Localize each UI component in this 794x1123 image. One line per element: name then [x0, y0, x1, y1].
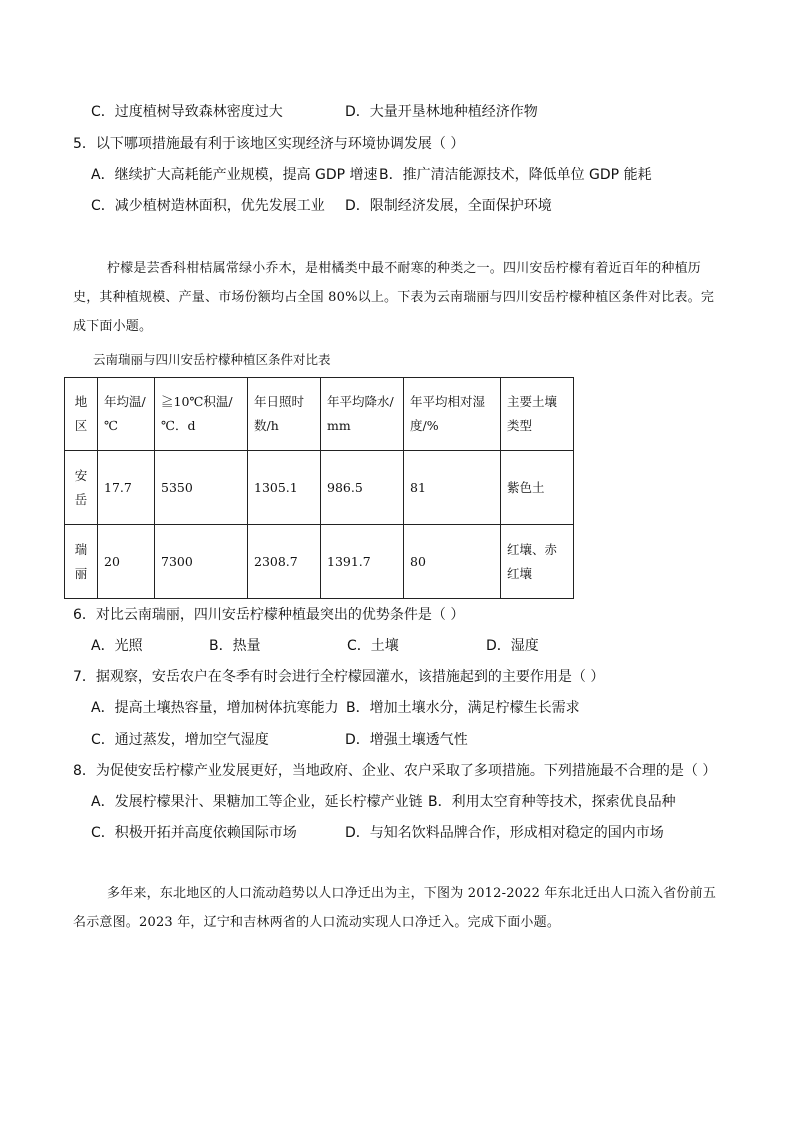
q6-option-a: A．光照 — [91, 638, 143, 654]
q5-stem: 5．以下哪项措施最有利于该地区实现经济与环境协调发展（ ） — [73, 136, 465, 152]
table-cell: 1391.7 — [321, 525, 404, 599]
table-header-cell: 年均温/℃ — [98, 378, 155, 451]
q8-option-d: D．与知名饮料品牌合作，形成相对稳定的国内市场 — [345, 825, 664, 841]
table-cell: 5350 — [155, 451, 248, 525]
q6-option-b: B．热量 — [209, 638, 261, 654]
table-cell: 986.5 — [321, 451, 404, 525]
table-header-cell: ≧10℃积温/℃．d — [155, 378, 248, 451]
q7-option-a: A．提高土壤热容量，增加树体抗寒能力 — [91, 700, 339, 716]
table-cell: 20 — [98, 525, 155, 599]
table-cell: 2308.7 — [248, 525, 321, 599]
table-cell: 瑞丽 — [65, 525, 98, 599]
table-cell: 80 — [404, 525, 501, 599]
passage-lemon: 柠檬是芸香科柑桔属常绿小乔木，是柑橘类中最不耐寒的种类之一。四川安岳柠檬有着近百年的种植历史，其种植规模、产量、市场份额均占全国 80%以上。下表为云南瑞丽与四川安岳柠檬种植区条件对比表。完成下面小题。 — [73, 261, 715, 334]
q8-option-c: C．积极开拓并高度依赖国际市场 — [91, 825, 297, 841]
q6-option-c: C．土壤 — [347, 638, 399, 654]
q7-option-b: B．增加土壤水分，满足柠檬生长需求 — [346, 700, 580, 716]
q7-stem: 7．据观察，安岳农户在冬季有时会进行全柠檬园灌水，该措施起到的主要作用是（ ） — [73, 669, 605, 685]
q7-option-d: D．增强土壤透气性 — [345, 732, 468, 748]
table-caption: 云南瑞丽与四川安岳柠檬种植区条件对比表 — [93, 352, 331, 367]
table-header-cell: 年日照时数/h — [248, 378, 321, 451]
q5-option-c: C．减少植树造林面积，优先发展工业 — [91, 198, 325, 214]
q5-option-b: B．推广清洁能源技术，降低单位 GDP 能耗 — [379, 167, 652, 183]
passage-northeast-population: 多年来，东北地区的人口流动趋势以人口净迁出为主，下图为 2012-2022 年东北迁出人口流入省份前五名示意图。2023 年，辽宁和吉林两省的人口流动实现人口净迁入。完成下面小题。 — [73, 886, 717, 930]
table-cell: 紫色土 — [501, 451, 574, 525]
comparison-table — [64, 377, 574, 599]
table-header-cell: 年平均降水/mm — [321, 378, 404, 451]
q8-option-a: A．发展柠檬果汁、果糖加工等企业，延长柠檬产业链 — [91, 794, 423, 810]
table-cell: 红壤、赤红壤 — [501, 525, 574, 599]
table-cell: 1305.1 — [248, 451, 321, 525]
table-header-cell: 年平均相对湿度/% — [404, 378, 501, 451]
table-header-row — [65, 378, 574, 451]
q5-option-a: A．继续扩大高耗能产业规模，提高 GDP 增速 — [91, 167, 378, 183]
q8-option-b: B．利用太空育种等技术，探索优良品种 — [428, 794, 676, 810]
q6-option-d: D．湿度 — [486, 638, 539, 654]
table-row — [65, 525, 574, 599]
table-cell: 17.7 — [98, 451, 155, 525]
table-header-cell: 主要土壤类型 — [501, 378, 574, 451]
table-row — [65, 451, 574, 525]
q6-stem: 6．对比云南瑞丽，四川安岳柠檬种植最突出的优势条件是（ ） — [73, 607, 465, 623]
q5-option-d: D．限制经济发展，全面保护环境 — [345, 198, 552, 214]
table-header-cell: 地区 — [65, 378, 98, 451]
q7-option-c: C．通过蒸发，增加空气湿度 — [91, 732, 269, 748]
table-cell: 81 — [404, 451, 501, 525]
table-cell: 安岳 — [65, 451, 98, 525]
table-cell: 7300 — [155, 525, 248, 599]
q8-stem: 8．为促使安岳柠檬产业发展更好，当地政府、企业、农户采取了多项措施。下列措施最不合理的是（ ） — [73, 763, 717, 779]
q4-option-c: C．过度植树导致森林密度过大 — [91, 104, 283, 120]
q4-option-d: D．大量开垦林地种植经济作物 — [345, 104, 538, 120]
